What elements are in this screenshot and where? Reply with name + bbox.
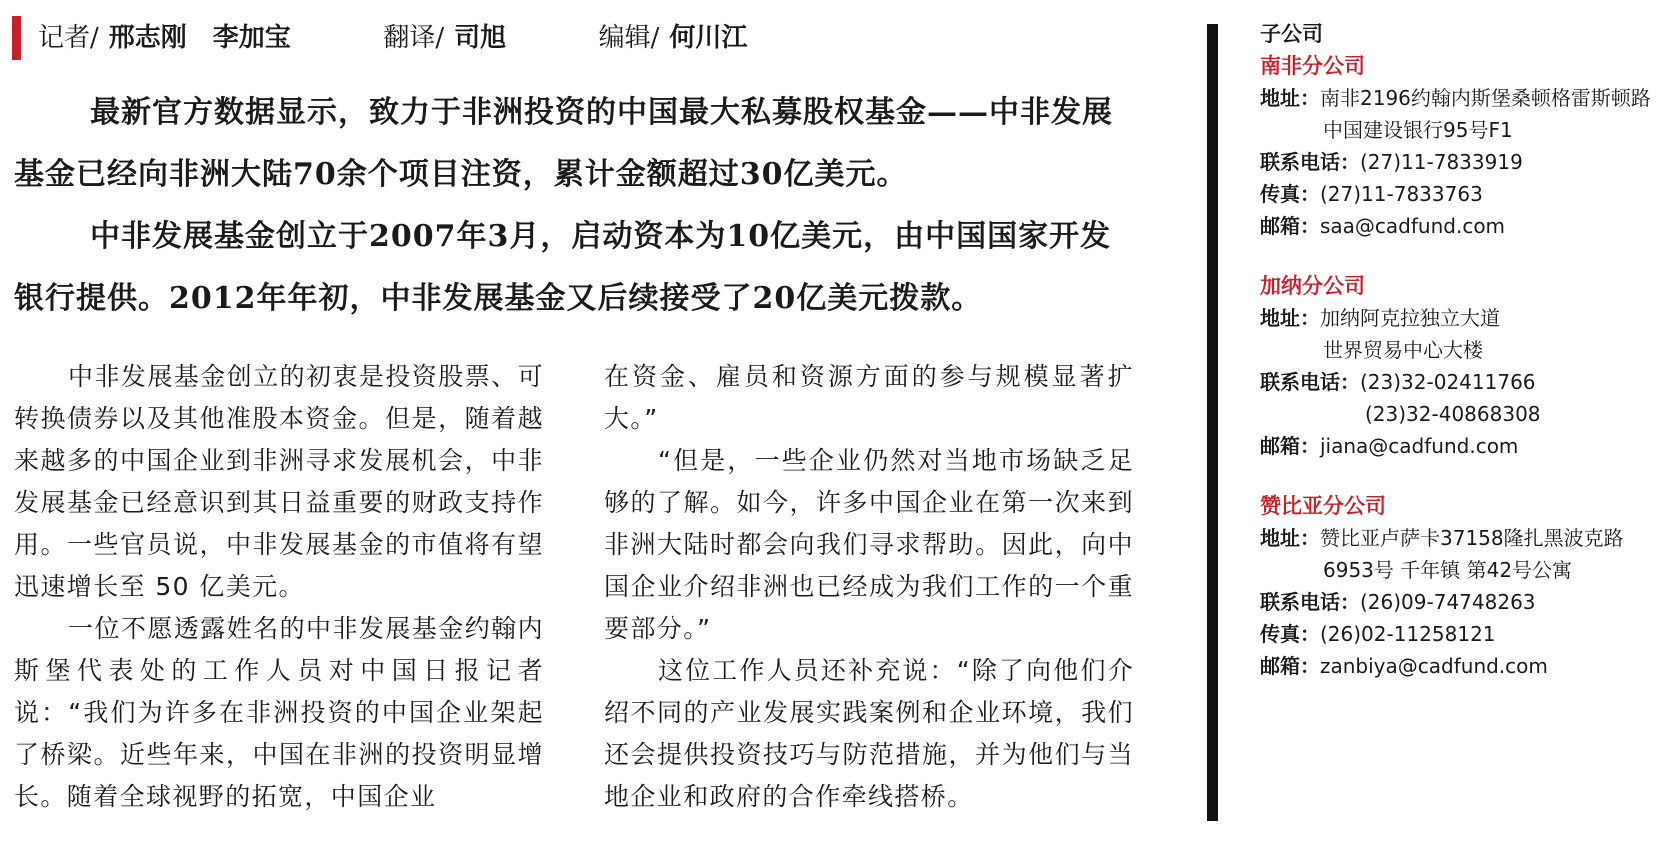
column-divider (1207, 24, 1218, 821)
lead-paragraph-1: 最新官方数据显示，致力于非洲投资的中国最大私募股权基金——中非发展基金已经向非洲大陆70余个项目注资，累计金额超过30亿美元。 (14, 95, 1113, 192)
body-paragraph: 中非发展基金创立的初衷是投资股票、可转换债券以及其他准股本资金。但是，随着越来越多的中国企业到非洲寻求发展机会，中非发展基金已经意识到其日益重要的财政支持作用。一些官员说，中非发展基金的市值将有望迅速增长至 50 亿美元。 (14, 362, 544, 601)
phone-label: 联系电话： (1260, 370, 1360, 394)
branch-name: 南非分公司 (1260, 54, 1365, 78)
byline-accent-bar (12, 16, 21, 60)
phone-label: 联系电话： (1260, 150, 1360, 174)
phone-number: (23)32-02411766 (1360, 370, 1536, 394)
fax-label: 传真： (1260, 622, 1320, 646)
reporter-names: 邢志刚 李加宝 (108, 23, 291, 53)
body-paragraph: 这位工作人员还补充说：“除了向他们介绍不同的产业发展实践案例和企业环境，我们还会提供投资技巧与防范措施，并为他们与当地企业和政府的合作牵线搭桥。 (604, 656, 1134, 811)
editor-name: 何川江 (669, 23, 748, 53)
phone-number: (26)09-74748263 (1360, 590, 1536, 614)
fax-number: (27)11-7833763 (1320, 182, 1483, 206)
translator-label: 翻译/ (383, 23, 445, 53)
reporter-label: 记者/ (38, 23, 99, 53)
body-paragraph: “但是，一些企业仍然对当地市场缺乏足够的了解。如今，许多中国企业在第一次来到非洲大陆时都会向我们寻求帮助。因此，向中国企业介绍非洲也已经成为我们工作的一个重要部分。” (604, 446, 1134, 643)
email-label: 邮箱： (1260, 214, 1320, 238)
email-label: 邮箱： (1260, 434, 1320, 458)
email-address[interactable]: saa@cadfund.com (1320, 214, 1506, 238)
phone-number: (23)32-40868308 (1365, 402, 1541, 426)
branch-zambia (1260, 490, 1670, 682)
address-line: 6953号 千年镇 第42号公寓 (1323, 558, 1573, 582)
email-address[interactable]: zanbiya@cadfund.com (1320, 654, 1548, 678)
editor-label: 编辑/ (598, 23, 660, 53)
address-label: 地址： (1260, 86, 1320, 110)
address-line: 南非2196约翰内斯堡桑顿格雷斯顿路 (1320, 86, 1651, 110)
body-column-2 (604, 356, 1134, 818)
branch-name: 赞比亚分公司 (1260, 494, 1386, 518)
address-label: 地址： (1260, 306, 1320, 330)
body-paragraph: 一位不愿透露姓名的中非发展基金约翰内斯堡代表处的工作人员对中国日报记者说：“我们为许多在非洲投资的中国企业架起了桥梁。近些年来，中国在非洲的投资明显增长。随着全球视野的拓宽，中国企业 (14, 614, 544, 811)
editor-credit (599, 23, 758, 53)
branch-south-africa (1260, 50, 1670, 242)
email-label: 邮箱： (1260, 654, 1320, 678)
email-address[interactable]: jiana@cadfund.com (1320, 434, 1519, 458)
lead-paragraph-2: 中非发展基金创立于2007年3月，启动资本为10亿美元，由中国国家开发银行提供。2012年年初，中非发展基金又后续接受了20亿美元拨款。 (14, 219, 1112, 316)
sidebar-title: 子公司 (1260, 22, 1323, 46)
address-line: 世界贸易中心大楼 (1323, 338, 1483, 362)
body-column-1 (14, 356, 544, 818)
phone-label: 联系电话： (1260, 590, 1360, 614)
lead-paragraphs (14, 82, 1124, 330)
address-label: 地址： (1260, 526, 1320, 550)
branch-name: 加纳分公司 (1260, 274, 1365, 298)
fax-label: 传真： (1260, 182, 1320, 206)
address-line: 赞比亚卢萨卡37158隆扎黑波克路 (1320, 526, 1624, 550)
translator-name: 司旭 (454, 23, 507, 53)
byline (38, 16, 767, 60)
address-line: 中国建设银行95号F1 (1323, 118, 1513, 142)
branch-ghana (1260, 270, 1670, 462)
subsidiaries-sidebar (1260, 18, 1670, 710)
fax-number: (26)02-11258121 (1320, 622, 1496, 646)
phone-number: (27)11-7833919 (1360, 150, 1523, 174)
translator-credit (383, 23, 516, 53)
reporter-credit (38, 23, 301, 53)
address-line: 加纳阿克拉独立大道 (1320, 306, 1500, 330)
body-paragraph: 在资金、雇员和资源方面的参与规模显著扩大。” (604, 362, 1134, 433)
